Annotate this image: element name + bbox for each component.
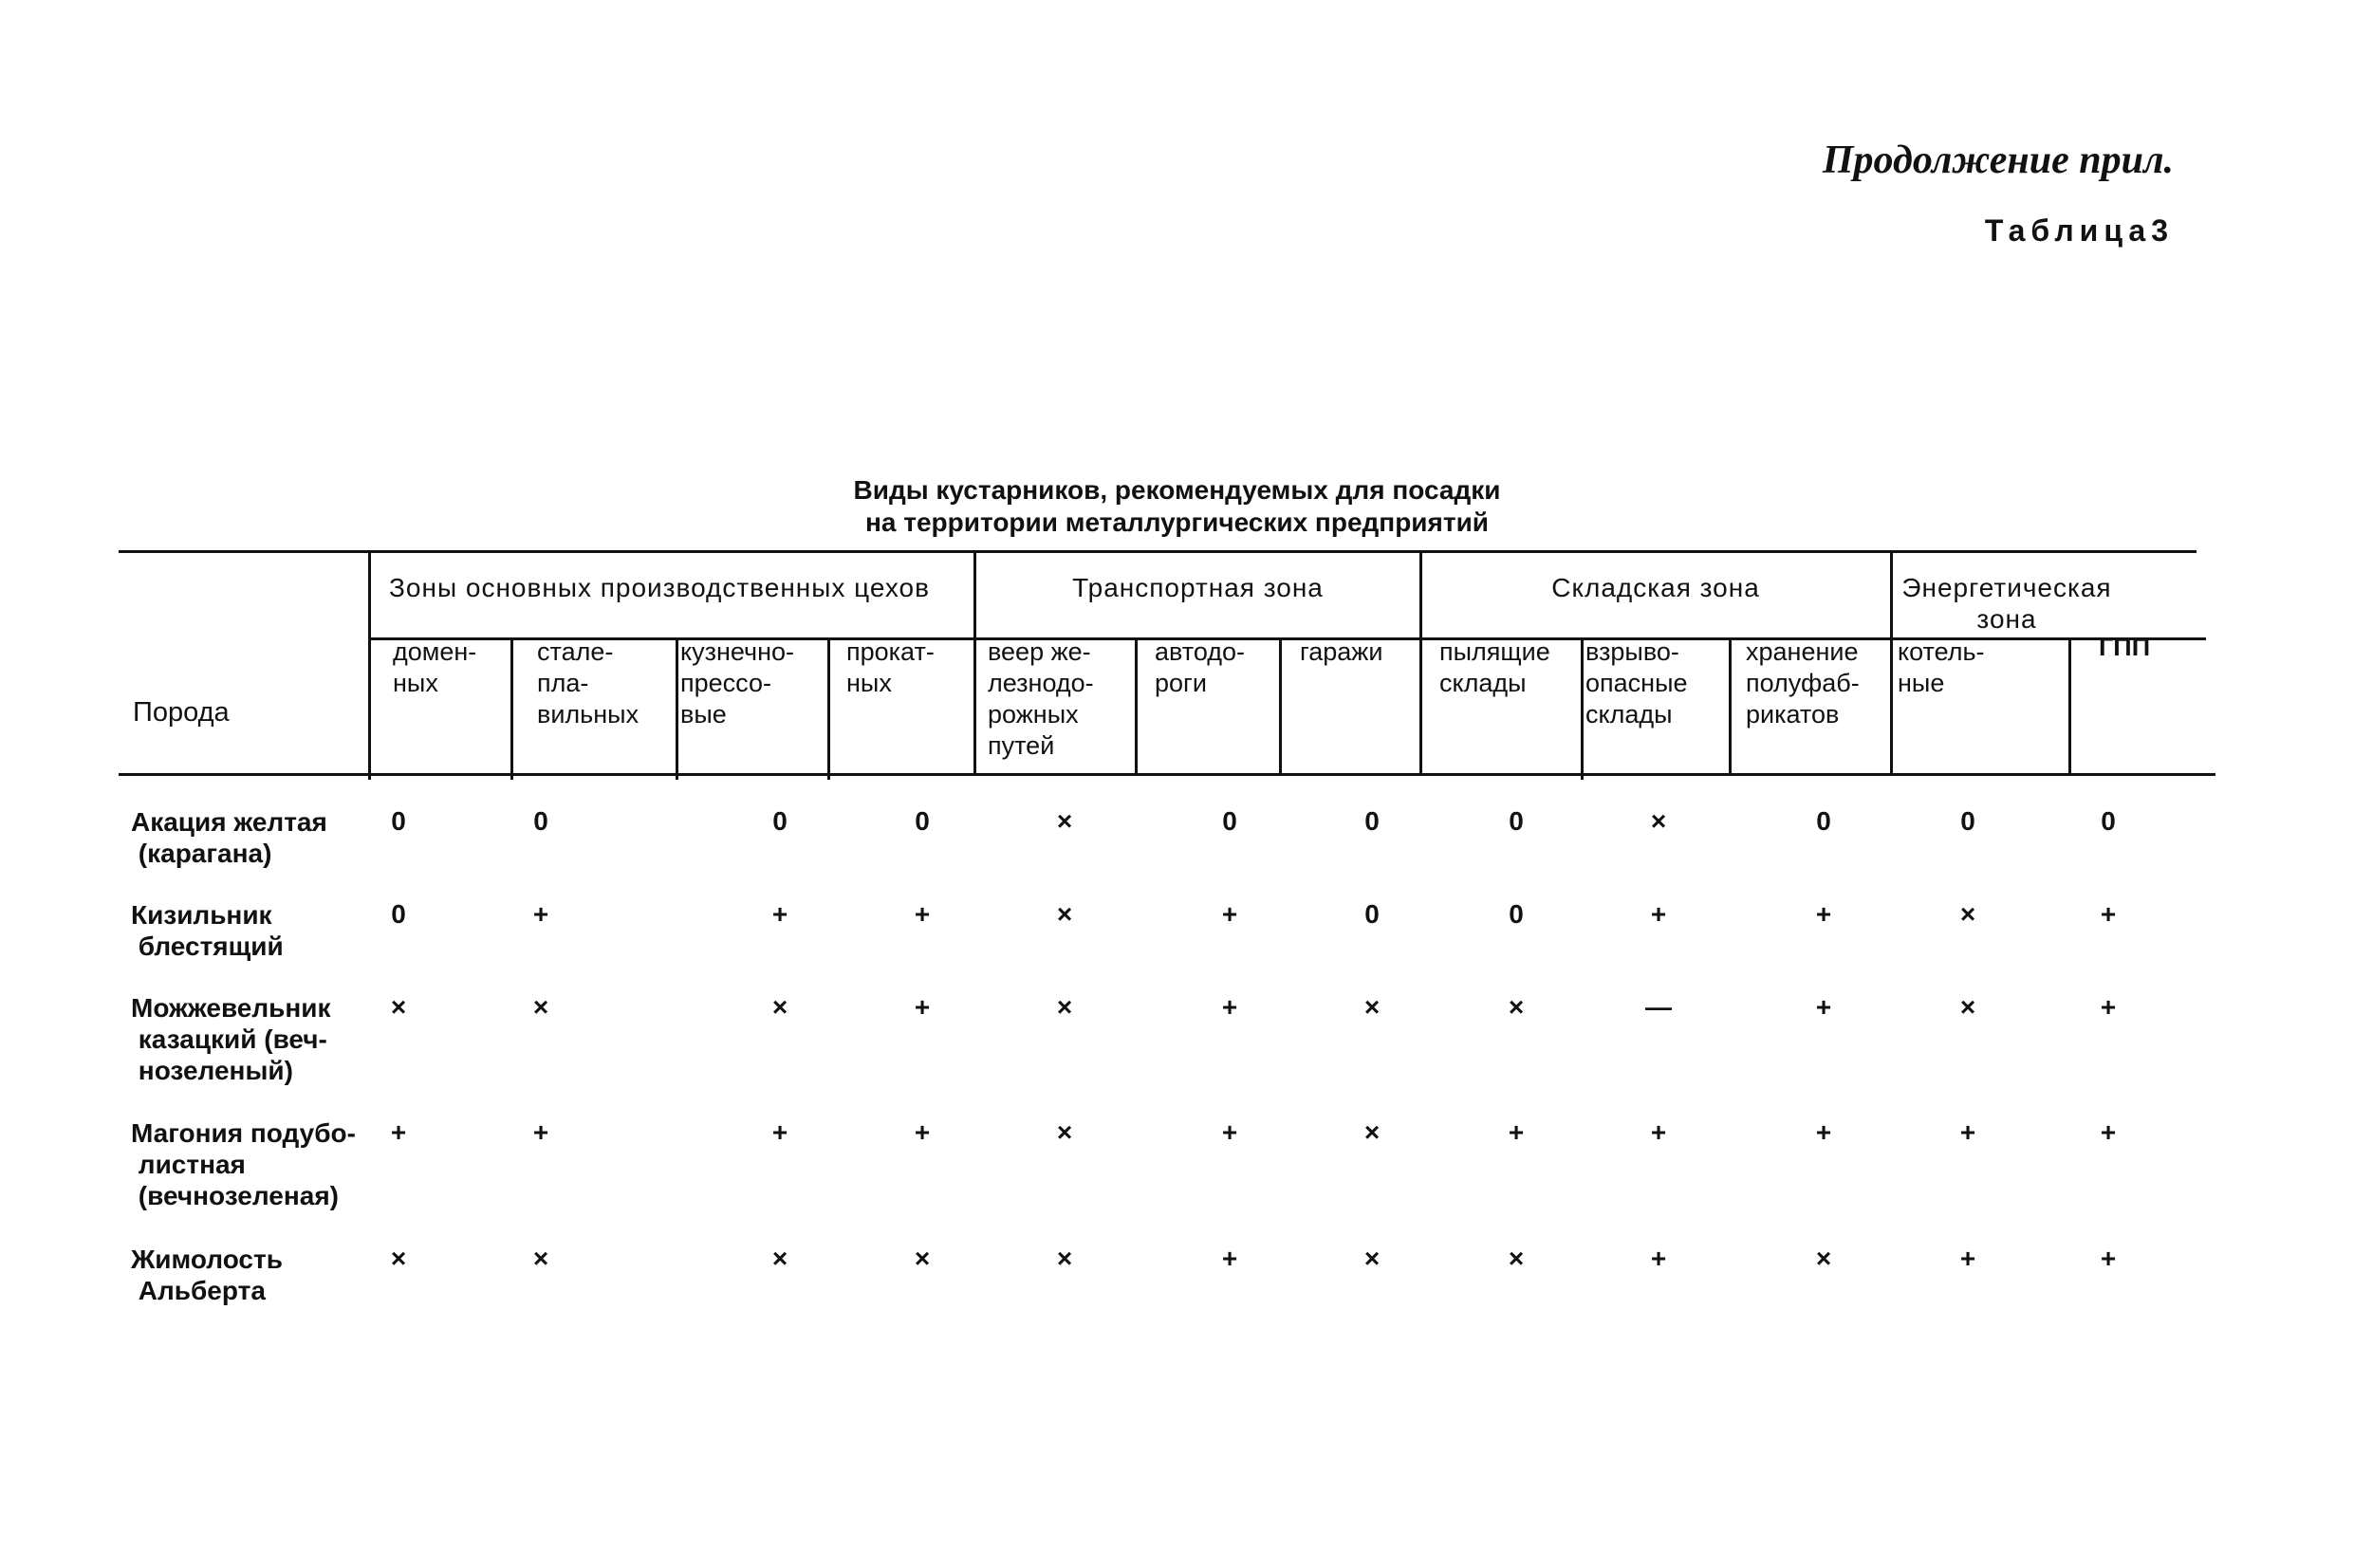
table-cell: + (2100, 992, 2117, 1022)
table-cell: + (2100, 1117, 2117, 1147)
column-separator (2068, 637, 2071, 776)
table-cell: + (771, 899, 788, 929)
table-cell: + (2100, 899, 2117, 929)
column-header: кузнечно- прессо- вые (680, 637, 795, 729)
column-header: стале- пла- вильных (537, 637, 639, 729)
table-cell: + (1508, 1117, 1525, 1147)
zone-header-production: Зоны основных производственных цехов (389, 573, 930, 602)
table-cell: + (914, 992, 931, 1022)
row-label: Акация желтая (карагана) (131, 807, 327, 868)
table-cell: 0 (1816, 806, 1831, 836)
table-cell: 0 (1509, 899, 1524, 929)
table-cell: + (1650, 1244, 1667, 1273)
row-header-label: Порода (133, 697, 230, 728)
table-cell: + (1815, 992, 1832, 1022)
table-cell: — (1645, 992, 1672, 1022)
table-cell: 0 (1222, 806, 1237, 836)
column-separator (1135, 637, 1138, 776)
table-cell: × (390, 992, 407, 1022)
column-separator (973, 550, 976, 776)
table-number: Таблица3 (1984, 213, 2174, 248)
table-cell: 0 (391, 806, 406, 836)
column-separator (1581, 637, 1584, 780)
table-cell: × (1056, 992, 1073, 1022)
table-top-rule (119, 550, 2196, 553)
table-cell: + (1815, 1117, 1832, 1147)
continuation-label: Продолжение прил. (1822, 138, 2174, 182)
table-cell: × (1056, 1117, 1073, 1147)
table-cell: + (1959, 1117, 1976, 1147)
table-cell: 0 (2101, 806, 2116, 836)
column-separator (1419, 550, 1422, 776)
table-cell: 0 (1960, 806, 1975, 836)
table-cell: 0 (772, 806, 788, 836)
table-cell: × (771, 1244, 788, 1273)
table-cell: 0 (1364, 899, 1380, 929)
zone-header-transport: Транспортная зона (1072, 573, 1324, 602)
column-separator (1279, 637, 1282, 776)
table-cell: × (914, 1244, 931, 1273)
column-separator (676, 637, 678, 780)
column-separator (510, 637, 513, 780)
row-label: Жимолость Альберта (131, 1245, 283, 1305)
table-cell: + (532, 899, 549, 929)
table-cell: + (1221, 1244, 1238, 1273)
table-cell: × (390, 1244, 407, 1273)
table-cell: 0 (1509, 806, 1524, 836)
table-cell: × (771, 992, 788, 1022)
table-cell: + (1221, 1117, 1238, 1147)
table-cell: + (1815, 899, 1832, 929)
row-label: Можжевельник казацкий (веч- нозеленый) (131, 993, 331, 1085)
table-cell: 0 (533, 806, 548, 836)
table-cell: × (1363, 1117, 1381, 1147)
column-header: домен- ных (393, 637, 477, 697)
table-cell: × (1056, 1244, 1073, 1273)
column-header: хранение полуфаб- рикатов (1746, 637, 1860, 729)
table-cell: + (1221, 992, 1238, 1022)
table-cell: + (771, 1117, 788, 1147)
table-cell: × (1815, 1244, 1832, 1273)
column-header: автодо- роги (1155, 637, 1246, 697)
table-cell: × (532, 992, 549, 1022)
row-label: Кизильник блестящий (131, 900, 284, 961)
table-cell: + (390, 1117, 407, 1147)
zone-header-energy: Энергетическая зона (1901, 573, 2112, 634)
column-header: гаражи (1300, 637, 1383, 666)
column-header: веер же- лезнодо- рожных путей (988, 637, 1094, 760)
column-header: пылящие склады (1439, 637, 1550, 697)
table-cell: + (1221, 899, 1238, 929)
table-cell: + (914, 899, 931, 929)
column-separator (827, 637, 830, 780)
table-cell: × (1959, 992, 1976, 1022)
table-cell: + (914, 1117, 931, 1147)
table-cell: × (1650, 806, 1667, 836)
table-cell: + (532, 1117, 549, 1147)
table-cell: × (1959, 899, 1976, 929)
table-cell: 0 (391, 899, 406, 929)
table-cell: + (1650, 899, 1667, 929)
table-title-line-1: Виды кустарников, рекомендуемых для посадки (853, 475, 1501, 505)
column-header: прокат- ных (846, 637, 935, 697)
table-cell: × (1056, 899, 1073, 929)
table-cell: + (1959, 1244, 1976, 1273)
table-cell: 0 (915, 806, 930, 836)
table-cell: 0 (1364, 806, 1380, 836)
column-header: взрыво- опасные склады (1585, 637, 1688, 729)
table-title-line-2: на территории металлургических предприятий (865, 507, 1489, 537)
zone-header-storage: Складская зона (1551, 573, 1760, 602)
table-cell: × (1056, 806, 1073, 836)
column-separator (368, 550, 371, 780)
table-cell: × (1508, 992, 1525, 1022)
header-bottom-rule (119, 773, 2215, 776)
column-header: котель- ные (1898, 637, 1985, 697)
row-label: Магония подубо- листная (вечнозеленая) (131, 1118, 356, 1210)
table-cell: + (1650, 1117, 1667, 1147)
table-cell: × (532, 1244, 549, 1273)
column-header: ГПП (2099, 633, 2151, 661)
column-separator (1729, 637, 1732, 776)
table-cell: × (1508, 1244, 1525, 1273)
table-cell: × (1363, 992, 1381, 1022)
table-cell: × (1363, 1244, 1381, 1273)
table-cell: + (2100, 1244, 2117, 1273)
